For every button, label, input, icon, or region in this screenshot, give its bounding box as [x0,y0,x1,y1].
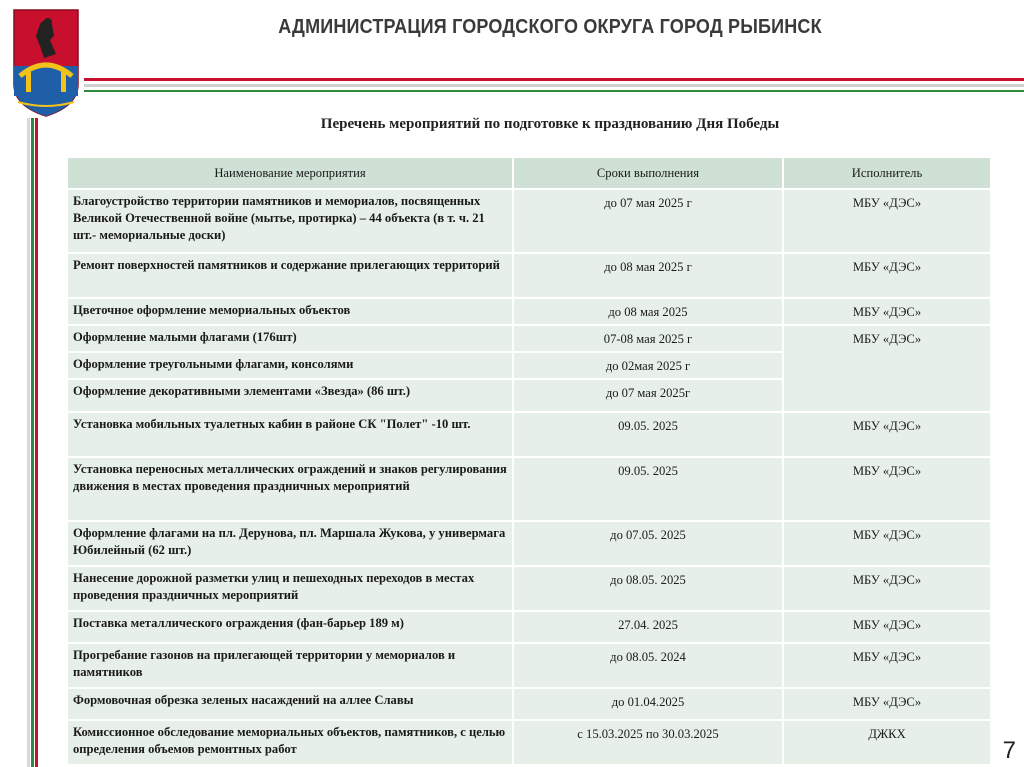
event-executor: МБУ «ДЭС» [783,521,991,566]
event-executor: ДЖКХ [783,720,991,765]
table-row [67,253,991,298]
table-row [67,457,991,521]
event-name: Поставка металлического ограждения (фан-барьер 189 м) [67,611,513,643]
event-term: до 08 мая 2025 г [513,253,783,298]
event-executor: МБУ «ДЭС» [783,325,991,412]
table-row [67,325,991,352]
column-header-name: Наименование мероприятия [67,157,513,189]
event-executor: МБУ «ДЭС» [783,457,991,521]
event-executor: МБУ «ДЭС» [783,643,991,688]
event-executor: МБУ «ДЭС» [783,189,991,253]
table-row [67,643,991,688]
left-stripe-gray [27,118,30,767]
event-executor: МБУ «ДЭС» [783,611,991,643]
event-term: до 08 мая 2025 [513,298,783,325]
events-table [66,156,992,766]
event-name: Оформление флагами на пл. Дерунова, пл. Маршала Жукова, у универмага Юбилейный (62 шт.) [67,521,513,566]
page-subtitle: Перечень мероприятий по подготовке к празднованию Дня Победы [320,116,780,132]
event-executor: МБУ «ДЭС» [783,688,991,720]
table-row [67,720,991,765]
table-row [67,521,991,566]
header-line-gray [84,84,1024,87]
event-term: 07-08 мая 2025 г [513,325,783,352]
event-executor: МБУ «ДЭС» [783,253,991,298]
page-number: 7 [1002,737,1016,764]
event-executor: МБУ «ДЭС» [783,566,991,611]
event-name: Установка мобильных туалетных кабин в районе СК "Полет" -10 шт. [67,412,513,457]
event-name: Оформление декоративными элементами «Звезда» (86 шт.) [67,379,513,412]
table-row [67,189,991,253]
event-term: 27.04. 2025 [513,611,783,643]
event-term: до 08.05. 2024 [513,643,783,688]
event-name: Прогребание газонов на прилегающей территории у мемориалов и памятников [67,643,513,688]
table-row [67,298,991,325]
event-name: Цветочное оформление мемориальных объектов [67,298,513,325]
event-name: Комиссионное обследование мемориальных объектов, памятников, с целью определения объемов ремонтных работ [67,720,513,765]
column-header-term: Сроки выполнения [513,157,783,189]
table-header-row [67,157,991,189]
event-name: Оформление треугольными флагами, консолями [67,352,513,379]
event-executor: МБУ «ДЭС» [783,298,991,325]
event-name: Оформление малыми флагами (176шт) [67,325,513,352]
event-term: до 01.04.2025 [513,688,783,720]
event-name: Благоустройство территории памятников и мемориалов, посвященных Великой Отечественной войне (мытье, протирка) – 44 объекта (в т. ч. 21 шт.- мемориальные доски) [67,189,513,253]
event-term: до 02мая 2025 г [513,352,783,379]
event-name: Нанесение дорожной разметки улиц и пешеходных переходов в местах проведения праздничных мероприятий [67,566,513,611]
table-row [67,611,991,643]
table-row [67,566,991,611]
header-line-red [84,78,1024,81]
event-name: Ремонт поверхностей памятников и содержание прилегающих территорий [67,253,513,298]
table-row [67,688,991,720]
header-line-green [84,90,1024,92]
column-header-executor: Исполнитель [783,157,991,189]
event-term: 09.05. 2025 [513,412,783,457]
event-term: с 15.03.2025 по 30.03.2025 [513,720,783,765]
coat-of-arms-emblem [10,6,82,118]
table-row [67,412,991,457]
event-term: до 07.05. 2025 [513,521,783,566]
event-term: до 08.05. 2025 [513,566,783,611]
event-term: до 07 мая 2025 г [513,189,783,253]
header-title: АДМИНИСТРАЦИЯ ГОРОДСКОГО ОКРУГА ГОРОД РЫБИНСК [278,16,822,38]
event-term: до 07 мая 2025г [513,379,783,412]
left-stripe-green [31,118,34,767]
event-term: 09.05. 2025 [513,457,783,521]
left-stripe-red [35,118,38,767]
event-name: Формовочная обрезка зеленых насаждений на аллее Славы [67,688,513,720]
event-name: Установка переносных металлических ограждений и знаков регулирования движения в местах проведения праздничных мероприятий [67,457,513,521]
event-executor: МБУ «ДЭС» [783,412,991,457]
